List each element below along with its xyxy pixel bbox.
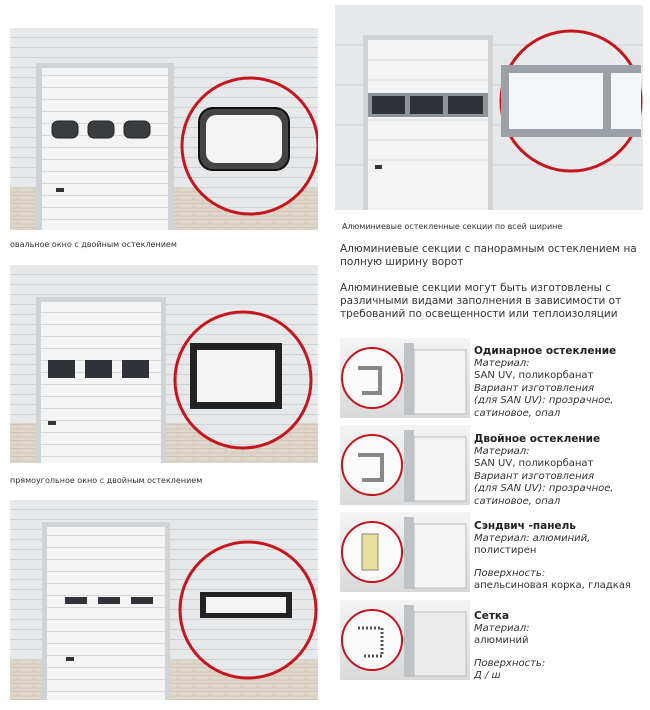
narrow-window-illustration [10,500,318,700]
glazing-line: SAN UV, поликорбанат [474,458,594,469]
glazing-title: Одинарное остекление [474,345,617,357]
oval-window-illustration [10,28,318,230]
glazing-profile-single [340,338,470,418]
scene-oval-window [10,28,318,230]
caption-rect: прямоугольное окно с двойным остеклением [10,476,203,485]
full-width-illustration [335,5,643,210]
caption-oval: овальное окно с двойным остеклением [10,240,177,249]
glazing-profile-double [340,425,470,505]
glazing-line: сатиновое, опал [474,407,561,419]
glazing-line: Д / ш [474,670,501,681]
glazing-line: (для SAN UV): прозрачное, [474,483,614,494]
glazing-profile-sandwich [340,512,470,592]
glazing-line: Вариант изготовления [474,382,595,394]
glazing-line: Поверхность: [474,567,546,579]
scene-rect-window [10,265,318,463]
glazing-title: Двойное остекление [474,433,601,445]
glazing-line: Материал: [474,445,530,457]
glazing-profile-mesh [340,600,470,680]
scene-full-width [335,5,643,210]
paragraph-panoramic: Алюминиевые секции с панорамным остеклением на полную ширину ворот [340,243,637,268]
glazing-info-single [474,345,616,420]
glazing-title: Сетка [474,610,510,622]
glazing-info-sandwich [474,520,631,593]
glazing-line: Материал: [474,622,530,634]
glazing-line: (для SAN UV): прозрачное, [474,395,614,406]
rect-window-illustration [10,265,318,463]
glazing-info-mesh [474,610,545,683]
glazing-line: полистирен [474,545,537,556]
glazing-line: сатиновое, опал [474,495,561,507]
glazing-line: апельсиновая корка, гладкая [474,580,631,591]
glazing-line: алюминий [474,635,529,646]
glazing-line: Поверхность: [474,657,546,669]
caption-full-width: Алюминиевые остекленные секции по всей ширине [342,222,563,231]
glazing-title: Сэндвич -панель [474,520,576,532]
glazing-line: Вариант изготовления [474,470,595,482]
glazing-line: Материал: алюминий, [474,532,591,544]
paragraph-filling: Алюминиевые секции могут быть изготовлены с различными видами заполнения в зависимости от требований по освещенности или теплоизоляции [340,282,622,320]
glazing-line: SAN UV, поликорбанат [474,370,594,381]
scene-narrow-window [10,500,318,700]
glazing-info-double [474,433,614,508]
glazing-line: Материал: [474,357,530,369]
